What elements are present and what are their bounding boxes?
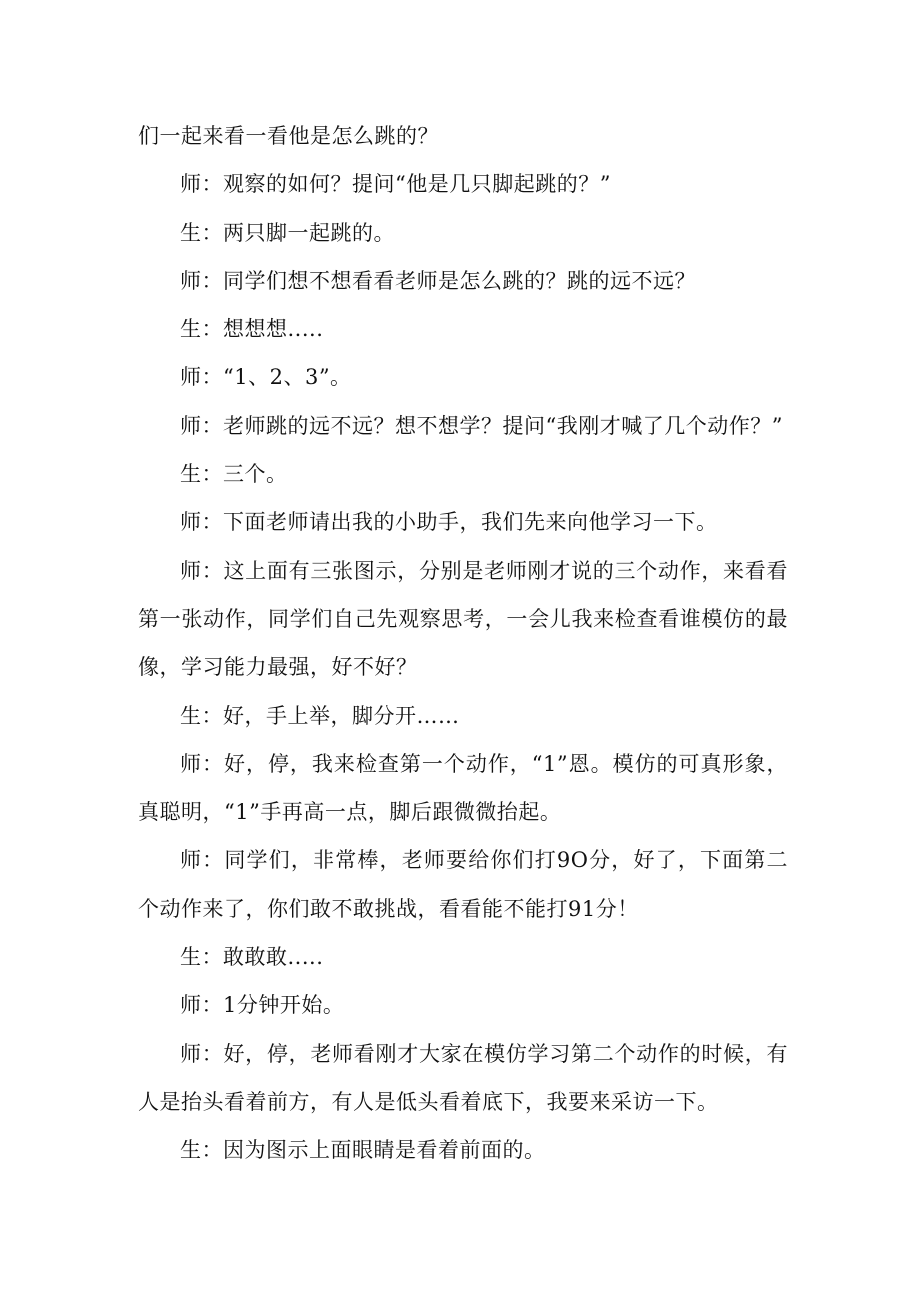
paragraph-teacher-line: 师：同学们，非常棒，老师要给你们打9O分，好了，下面第二个动作来了，你们敢不敢挑战，看看能不能打91分！ <box>138 848 788 921</box>
paragraph-continuation: 们一起来看一看他是怎么跳的？ <box>138 124 439 148</box>
paragraph-teacher-line: 师：“1、2、3”。 <box>180 365 352 390</box>
paragraph-teacher-line: 师：这上面有三张图示，分别是老师刚才说的三个动作，来看看第一张动作，同学们自己先观察思考，一会儿我来检查看谁模仿的最像，学习能力最强，好不好？ <box>138 558 788 680</box>
paragraph-teacher-line: 师：1分钟开始。 <box>180 993 345 1018</box>
paragraph-teacher-line: 师：下面老师请出我的小助手，我们先来向他学习一下。 <box>180 510 718 535</box>
paragraph-student-line: 生：三个。 <box>180 462 288 487</box>
paragraph-teacher-line: 师：好，停，老师看刚才大家在模仿学习第二个动作的时候，有人是抬头看着前方，有人是低头看着底下，我要来采访一下。 <box>138 1041 788 1114</box>
paragraph-student-line: 生：敢敢敢..... <box>180 945 324 970</box>
paragraph-student-line: 生：因为图示上面眼睛是看着前面的。 <box>180 1138 546 1163</box>
paragraph-student-line: 生：好，手上举，脚分开…… <box>180 703 460 728</box>
paragraph-teacher-line: 师：老师跳的远不远？想不想学？提问“我刚才喊了几个动作？” <box>180 413 783 438</box>
paragraph-student-line: 生：两只脚一起跳的。 <box>180 220 395 245</box>
paragraph-teacher-line: 师：好，停，我来检查第一个动作，“1”恩。模仿的可真形象，真聪明，“1”手再高一点，脚后跟微微抬起。 <box>138 751 788 825</box>
paragraph-teacher-line: 师：观察的如何？提问“他是几只脚起跳的？” <box>180 172 611 197</box>
paragraph-student-line: 生：想想想..... <box>180 317 324 342</box>
paragraph-teacher-line: 师：同学们想不想看看老师是怎么跳的？跳的远不远？ <box>180 268 696 293</box>
document-body <box>138 112 788 1175</box>
